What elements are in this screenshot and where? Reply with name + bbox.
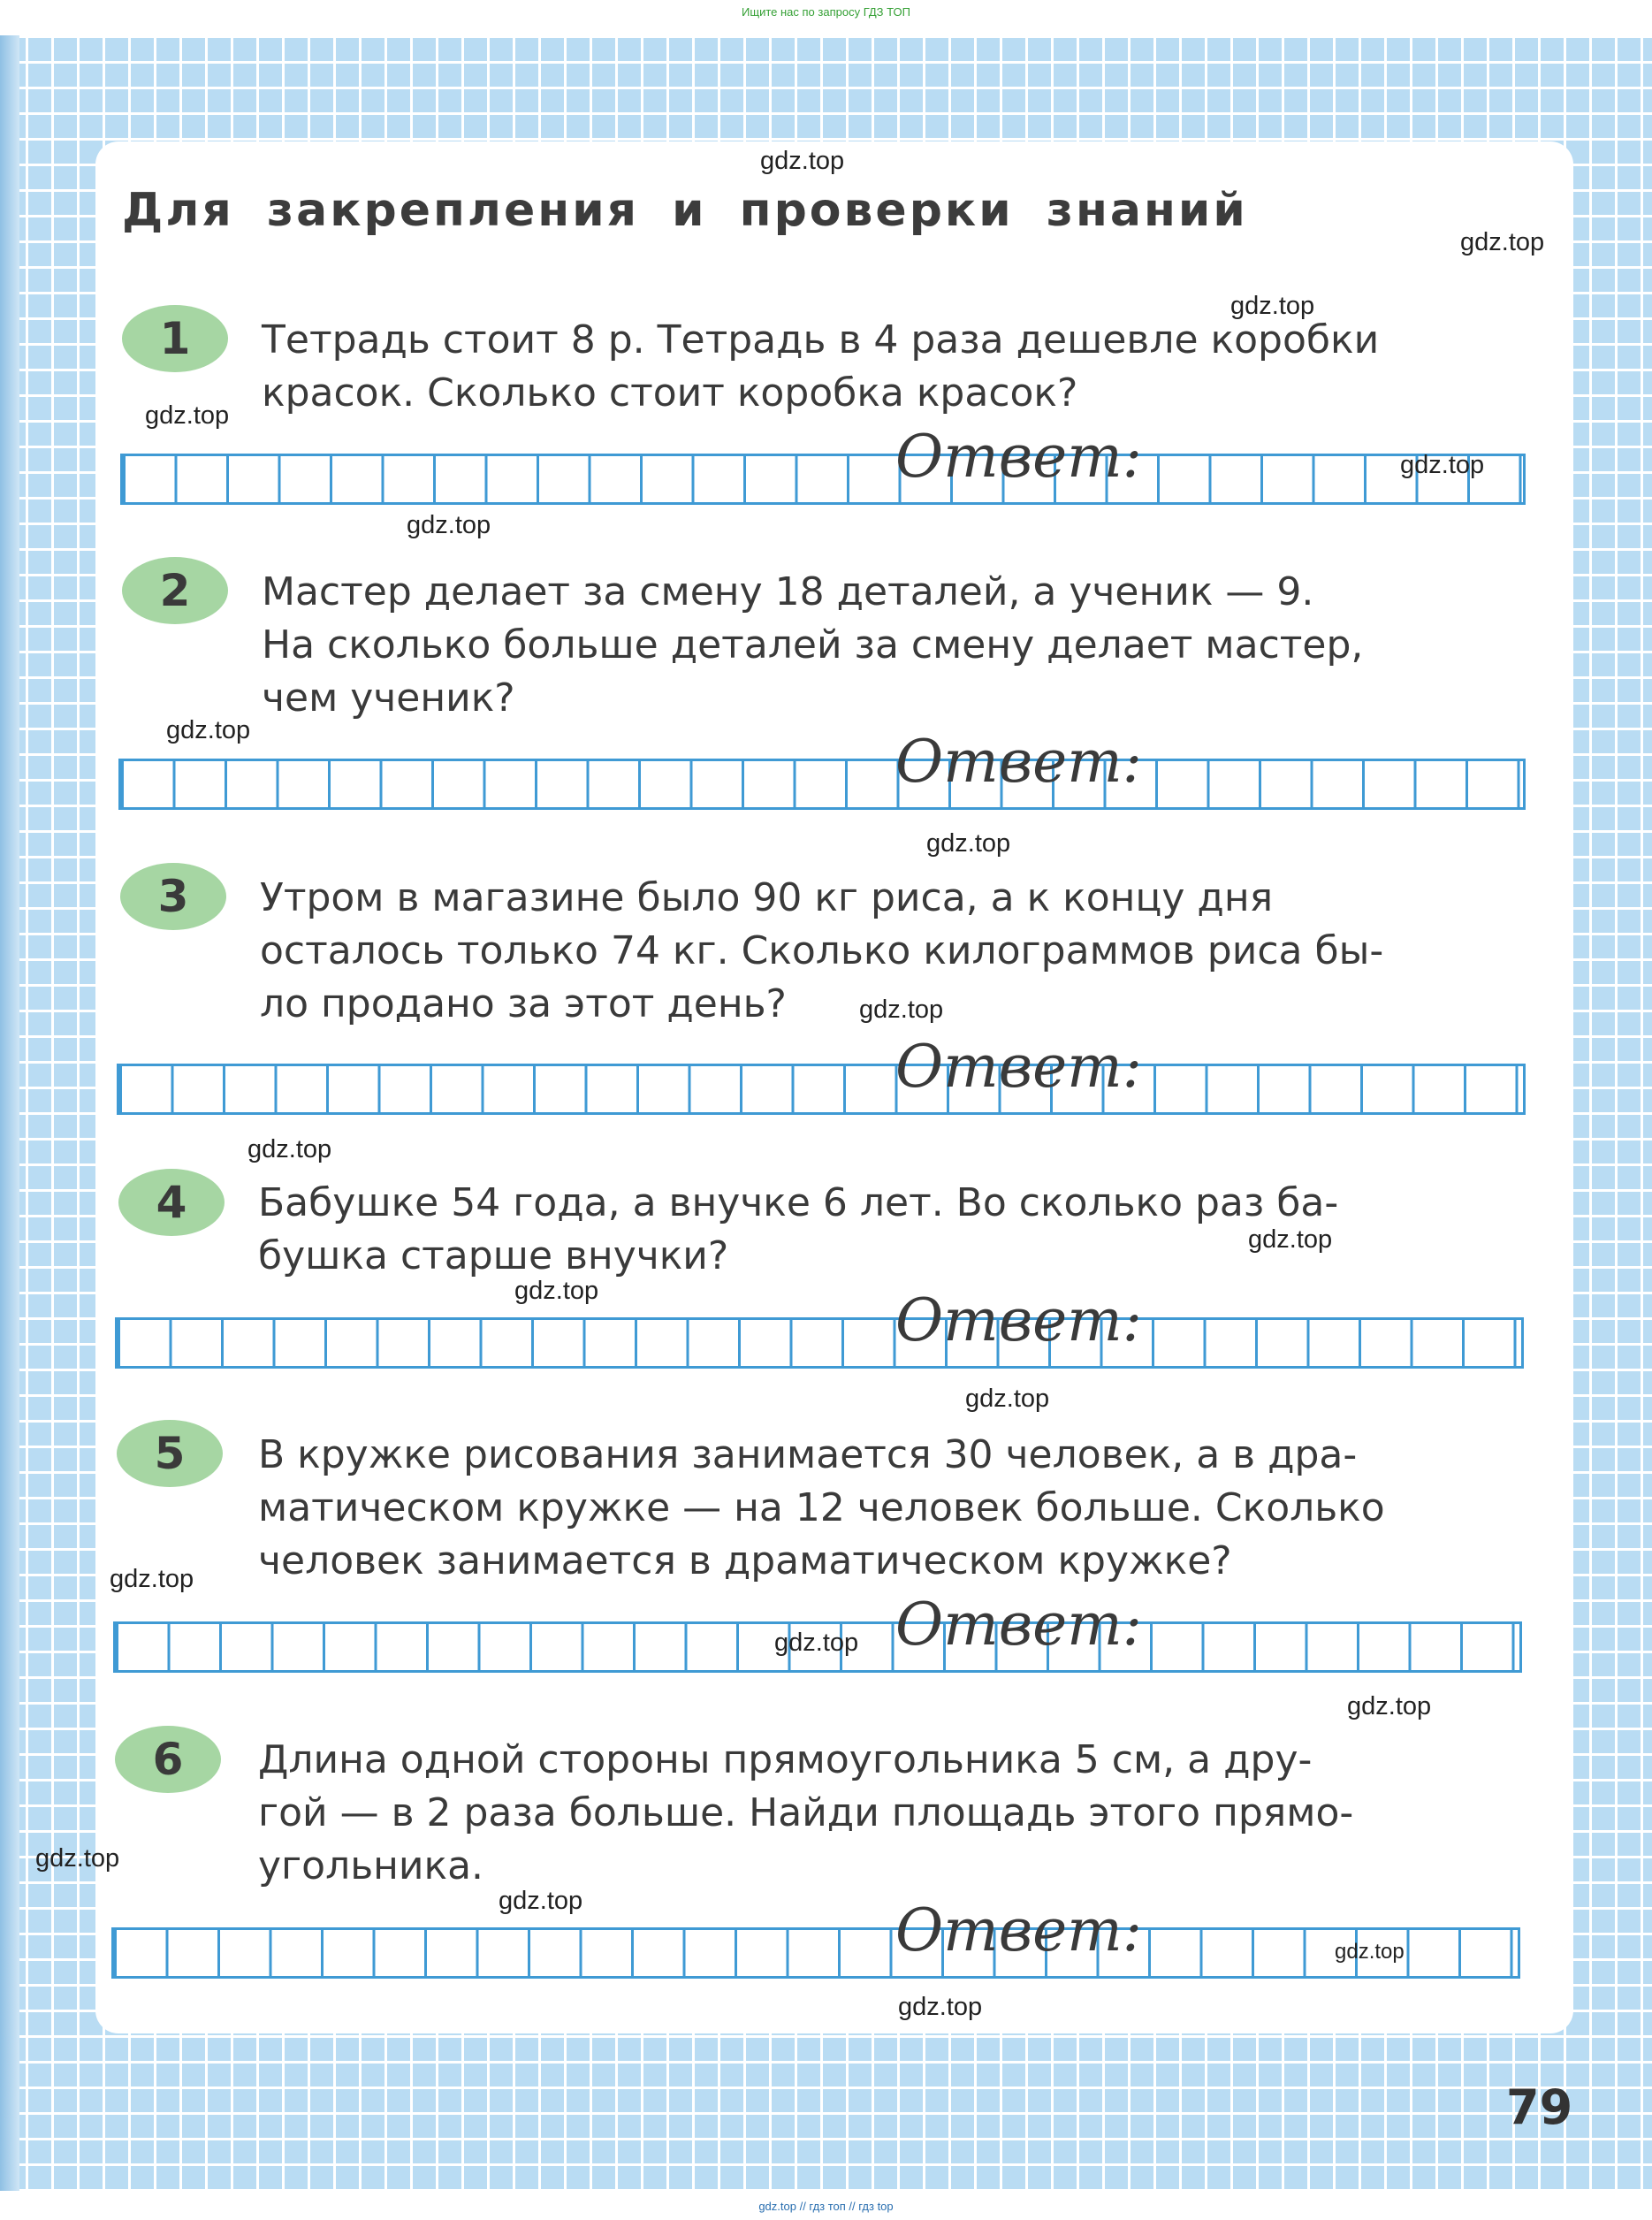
watermark: gdz.top — [166, 716, 251, 744]
task-number-badge: 2 — [122, 557, 228, 624]
watermark: gdz.top — [407, 511, 491, 539]
answer-label: Ответ: — [895, 1591, 1142, 1659]
task-text — [262, 314, 1526, 420]
task-line: бушка старше внучки? — [258, 1233, 729, 1278]
task-number-badge: 3 — [120, 863, 226, 930]
watermark: gdz.top — [514, 1277, 599, 1305]
task-number-badge: 4 — [118, 1169, 225, 1236]
page-number: 79 — [1506, 2079, 1573, 2135]
task-line: чем ученик? — [262, 675, 515, 721]
task-line: угольника. — [258, 1843, 484, 1888]
task-text — [258, 1429, 1522, 1588]
page-title: Для закрепления и проверки знаний — [122, 184, 1248, 237]
watermark: gdz.top — [145, 401, 230, 430]
watermark: gdz.top — [1335, 1940, 1405, 1964]
watermark: gdz.top — [774, 1629, 859, 1657]
search-hint-note: Ищите нас по запросу ГДЗ ТОП — [742, 5, 910, 19]
task-line: В кружке рисования занимается 30 человек, а в дра- — [258, 1432, 1358, 1477]
watermark: gdz.top — [1347, 1692, 1432, 1720]
watermark: gdz.top — [1230, 292, 1315, 320]
page-fold-shadow — [0, 35, 19, 2191]
task-line: Длина одной стороны прямоугольника 5 см, а дру- — [258, 1737, 1313, 1782]
task-number-badge: 5 — [117, 1420, 223, 1487]
task-number-badge: 1 — [122, 305, 228, 372]
watermark: gdz.top — [1460, 228, 1545, 256]
answer-label: Ответ: — [895, 728, 1142, 796]
answer-field[interactable] — [117, 1033, 1526, 1115]
answer-label: Ответ: — [895, 1896, 1142, 1964]
task-line: На сколько больше деталей за смену делает мастер, — [262, 622, 1364, 668]
footer-note: gdz.top // гдз топ // гдз top — [758, 2200, 894, 2213]
task-line: человек занимается в драматическом кружке? — [258, 1538, 1232, 1583]
watermark: gdz.top — [1400, 451, 1485, 479]
watermark: gdz.top — [247, 1135, 332, 1163]
task-line: Мастер делает за смену 18 деталей, а ученик — 9. — [262, 569, 1314, 614]
task-line: красок. Сколько стоит коробка красок? — [262, 370, 1078, 416]
task-line: Утром в магазине было 90 кг риса, а к концу дня — [260, 875, 1274, 920]
task-text — [262, 566, 1526, 725]
task-line: ло продано за этот день? — [260, 981, 787, 1026]
answer-label: Ответ: — [895, 1286, 1142, 1354]
task-line: матическом кружке — на 12 человек больше. Сколько — [258, 1485, 1385, 1530]
task-line: осталось только 74 кг. Сколько килограммов риса бы- — [260, 928, 1384, 973]
watermark: gdz.top — [859, 996, 944, 1024]
task-number-badge: 6 — [115, 1726, 221, 1793]
task-text — [258, 1734, 1522, 1893]
task-line: гой — в 2 раза больше. Найди площадь этого прямо- — [258, 1790, 1354, 1835]
watermark: gdz.top — [35, 1844, 120, 1873]
watermark: gdz.top — [760, 147, 845, 175]
answer-label: Ответ: — [895, 1033, 1142, 1101]
watermark: gdz.top — [965, 1385, 1050, 1413]
task-text — [258, 1177, 1522, 1283]
watermark: gdz.top — [1248, 1225, 1333, 1254]
answer-field[interactable] — [120, 423, 1526, 505]
task-line: Тетрадь стоит 8 р. Тетрадь в 4 раза дешевле коробки — [262, 317, 1380, 362]
answer-label: Ответ: — [895, 423, 1142, 491]
watermark: gdz.top — [110, 1565, 194, 1593]
watermark: gdz.top — [898, 1993, 983, 2021]
watermark: gdz.top — [926, 829, 1011, 858]
task-line: Бабушке 54 года, а внучке 6 лет. Во сколько раз ба- — [258, 1180, 1339, 1225]
watermark: gdz.top — [499, 1887, 583, 1915]
